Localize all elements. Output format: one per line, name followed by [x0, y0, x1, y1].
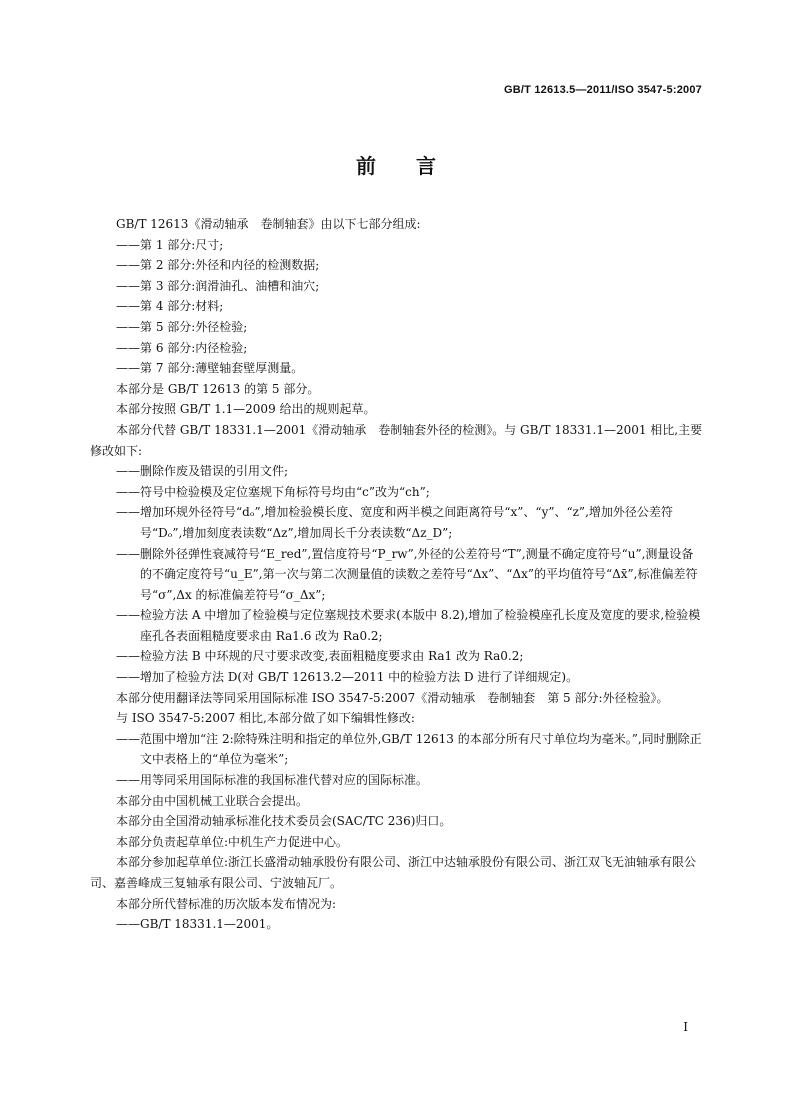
dash-list-item [90, 317, 704, 338]
paragraph: 本部分按照 GB/T 1.1—2009 给出的规则起草。 [116, 402, 376, 417]
dash-list-item [90, 338, 704, 359]
dash-item-text: 第 7 部分:薄壁轴套壁厚测量。 [140, 361, 304, 376]
dash-list-item [90, 667, 704, 688]
dash-list-item [90, 502, 704, 543]
dash-marker: —— [116, 340, 140, 355]
dash-marker: —— [116, 278, 140, 293]
dash-list-item [90, 770, 704, 791]
dash-marker: —— [116, 299, 140, 314]
dash-list-item [90, 276, 704, 297]
dash-list-item [90, 482, 704, 503]
dash-item-text: 检验方法 A 中增加了检验模与定位塞规技术要求(本版中 8.2),增加了检验模座孔长度及宽度的要求,检验模座孔各表面粗糙度要求由 Ra1.6 改为 Ra0.2; [140, 608, 701, 643]
dash-item-text: 第 4 部分:材料; [140, 299, 224, 314]
dash-marker: —— [116, 608, 140, 623]
paragraph: GB/T 12613《滑动轴承 卷制轴套》由以下七部分组成: [116, 217, 421, 231]
dash-list-item [90, 255, 704, 276]
dash-item-text: 第 1 部分:尺寸; [140, 237, 224, 252]
dash-marker: —— [116, 484, 140, 499]
dash-list-item [90, 235, 704, 256]
dash-item-text: 增加环规外径符号“dₒ”,增加检验模长度、宽度和两半模之间距离符号“x”、“y”、“z”,增加外径公差符号“Dₒ”,增加刻度表读数“Δz”,增加周长千分表读数“Δz_D”; [140, 505, 673, 540]
paragraph: 本部分代替 GB/T 18331.1—2001《滑动轴承 卷制轴套外径的检测》。与 GB/T 18331.1—2001 相比,主要修改如下: [90, 422, 703, 458]
document-body [90, 214, 704, 935]
dash-item-text: 第 6 部分:内径检验; [140, 340, 248, 355]
dash-item-text: 符号中检验模及定位塞规下角标符号均由“c”改为“ch”; [140, 484, 430, 499]
dash-marker: —— [116, 670, 140, 685]
dash-marker: —— [116, 917, 140, 932]
dash-item-text: 增加了检验方法 D(对 GB/T 12613.2—2011 中的检验方法 D 进行了详细规定)。 [140, 670, 579, 685]
dash-list-item [90, 461, 704, 482]
dash-list-item [90, 358, 704, 379]
dash-item-text: 删除作废及错误的引用文件; [140, 464, 289, 479]
dash-list-item [90, 296, 704, 317]
page-title: 前言 [356, 154, 476, 178]
dash-item-text: 第 3 部分:润滑油孔、油槽和油穴; [140, 278, 320, 293]
paragraph: 本部分由全国滑动轴承标准化技术委员会(SAC/TC 236)归口。 [116, 814, 452, 829]
dash-marker: —— [116, 505, 140, 520]
dash-marker: —— [116, 731, 140, 746]
dash-item-text: 第 5 部分:外径检验; [140, 319, 248, 334]
dash-item-text: 第 2 部分:外径和内径的检测数据; [140, 258, 320, 273]
dash-list-item [90, 729, 704, 770]
dash-list-item [90, 914, 704, 935]
dash-item-text: 删除外径弹性衰减符号“E_red”,置信度符号“P_rw”,外径的公差符号“T”,测量不确定度符号“u”,测量设备的不确定度符号“u_E”,第一次与第二次测量值的读数之差符号“Δx”、“Δx”的平均值符号“Δx̄”,标准偏差符号“σ”,Δx 的标准偏差符号“σ_Δx”; [140, 546, 698, 602]
paragraph: 与 ISO 3547-5:2007 相比,本部分做了如下编辑性修改: [116, 711, 415, 726]
dash-marker: —— [116, 773, 140, 788]
dash-marker: —— [116, 237, 140, 252]
dash-item-text: 用等同采用国际标准的我国标准代替对应的国际标准。 [140, 773, 429, 788]
dash-marker: —— [116, 319, 140, 334]
page-number: I [683, 1020, 688, 1034]
paragraph: 本部分负责起草单位:中机生产力促进中心。 [116, 834, 349, 849]
dash-list-item [90, 646, 704, 667]
paragraph: 本部分由中国机械工业联合会提出。 [116, 793, 309, 808]
paragraph: 本部分使用翻译法等同采用国际标准 ISO 3547-5:2007《滑动轴承 卷制轴套 第 5 部分:外径检验》。 [116, 690, 669, 705]
dash-item-text: 范围中增加“注 2:除特殊注明和指定的单位外,GB/T 12613 的本部分所有尺寸单位均为毫米。”,同时删除正文中表格上的“单位为毫米”; [140, 731, 702, 767]
dash-marker: —— [116, 546, 140, 561]
dash-list-item [90, 544, 704, 606]
dash-marker: —— [116, 361, 140, 376]
paragraph: 本部分参加起草单位:浙江长盛滑动轴承股份有限公司、浙江中达轴承股份有限公司、浙江双飞无油轴承有限公司、嘉善峰成三复轴承有限公司、宁波轴瓦厂。 [90, 855, 697, 890]
dash-item-text: GB/T 18331.1—2001。 [140, 917, 279, 932]
dash-marker: —— [116, 464, 140, 479]
standard-code-header: GB/T 12613.5—2011/ISO 3547-5:2007 [503, 84, 702, 96]
dash-list-item [90, 605, 704, 646]
paragraph: 本部分所代替标准的历次版本发布情况为: [116, 896, 337, 911]
dash-item-text: 检验方法 B 中环规的尺寸要求改变,表面粗糙度要求由 Ra1 改为 Ra0.2; [140, 649, 524, 664]
dash-marker: —— [116, 258, 140, 273]
paragraph: 本部分是 GB/T 12613 的第 5 部分。 [116, 381, 320, 396]
dash-marker: —— [116, 649, 140, 664]
